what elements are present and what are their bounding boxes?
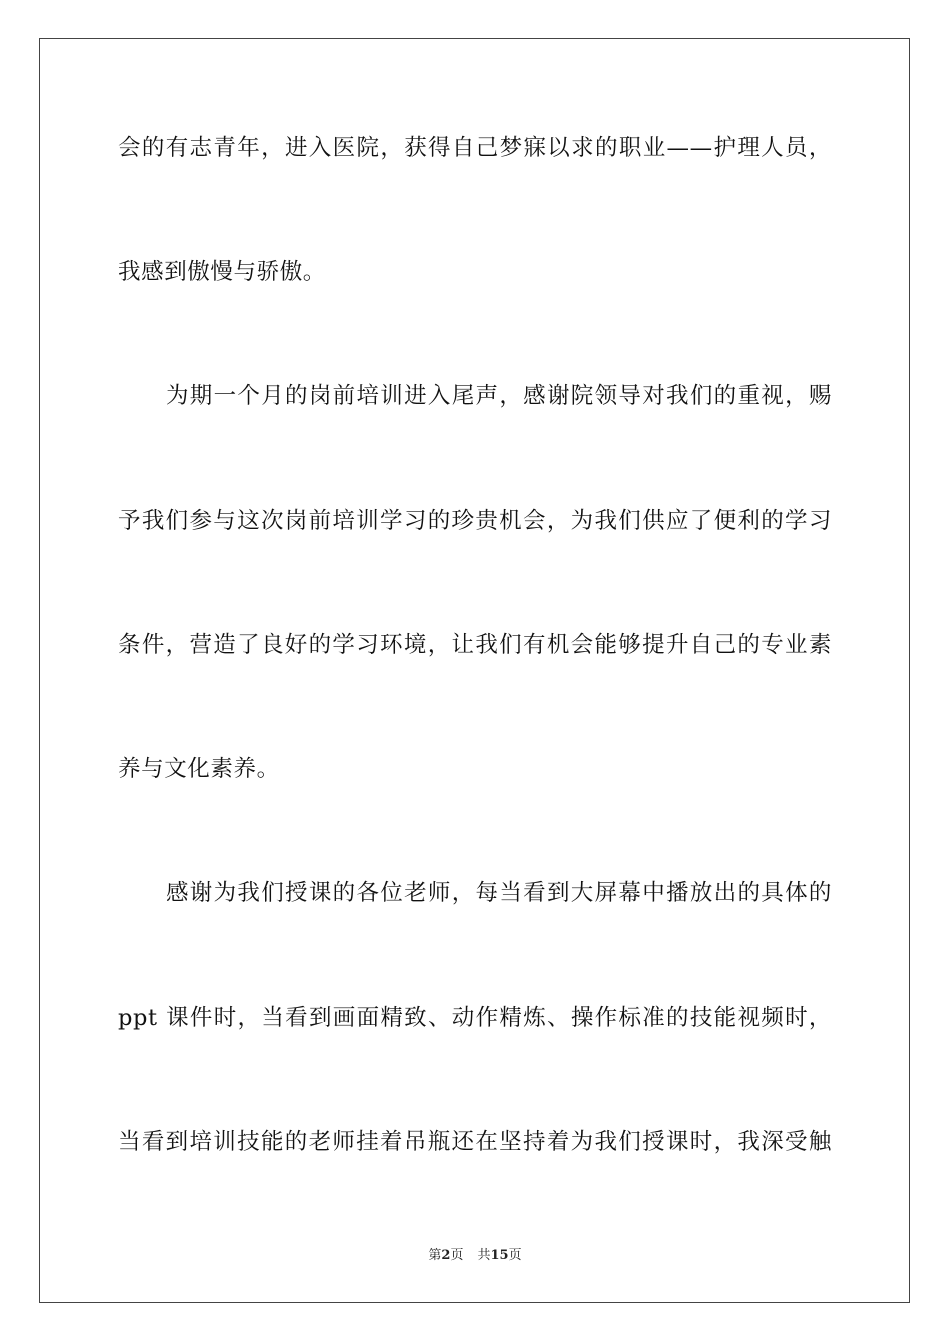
paragraph-start-line: 为期一个月的岗前培训进入尾声，感谢院领导对我们的重视，赐: [166, 383, 832, 409]
body-text-line: 养与文化素养。: [118, 756, 280, 782]
body-text-line: ppt 课件时，当看到画面精致、动作精炼、操作标准的技能视频时，: [118, 1005, 832, 1031]
page-number-prefix: 第: [428, 1248, 442, 1263]
total-pages-prefix: 共: [477, 1248, 491, 1263]
page-footer: [0, 1247, 950, 1265]
total-pages-number: 15: [490, 1248, 509, 1263]
body-text-line: 我感到傲慢与骄傲。: [118, 259, 326, 285]
body-text-line: 条件，营造了良好的学习环境，让我们有机会能够提升自己的专业素: [118, 632, 832, 658]
body-text-line: 当看到培训技能的老师挂着吊瓶还在坚持着为我们授课时，我深受触: [118, 1129, 832, 1155]
current-page-number: 2: [441, 1248, 451, 1263]
body-text-line: 予我们参与这次岗前培训学习的珍贵机会，为我们供应了便利的学习: [118, 508, 832, 534]
page-border: [39, 38, 910, 1303]
body-text-line: 会的有志青年，进入医院，获得自己梦寐以求的职业——护理人员，: [118, 135, 832, 161]
total-pages-suffix: 页: [508, 1248, 522, 1263]
page-number-suffix: 页: [450, 1248, 464, 1263]
paragraph-start-line: 感谢为我们授课的各位老师，每当看到大屏幕中播放出的具体的: [166, 880, 832, 906]
